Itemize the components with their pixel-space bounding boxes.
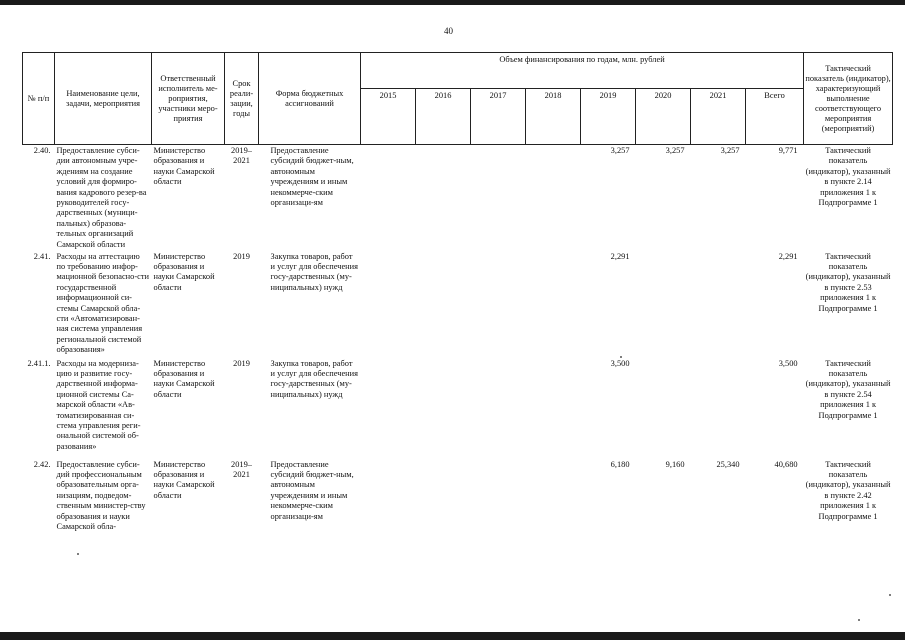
row-value-2021: 3,257	[720, 146, 740, 155]
row-term: 2019	[233, 251, 250, 261]
row-name: Расходы на аттестацию по требованию инфор-мационной безопасно-сти государственной информационной си-стемы Самарской обла-сти «Автоматизирован-ная система управления региональной системой образования»	[56, 251, 149, 355]
row-value-2018	[526, 460, 581, 538]
row-executor: Министерство образования и науки Самарской области	[153, 146, 215, 187]
row-value-2020	[636, 252, 691, 359]
scan-speck	[858, 619, 860, 621]
table-row	[23, 359, 893, 460]
scan-speck	[77, 553, 79, 555]
row-value-2020: 3,257	[665, 146, 685, 155]
row-name: Предоставление субси-дии автономным учре-ждениям на создание условий для формиро-вания кадрового резер-ва руководителей госу-дарственных (муници-пальных) образова-тельных организаций Самарской области	[56, 146, 147, 249]
row-num: 2.41.1.	[27, 358, 51, 368]
row-value-2016	[416, 460, 471, 538]
row-value-2017	[471, 145, 526, 252]
scan-speck	[889, 594, 891, 596]
row-value-2019: 2,291	[610, 251, 630, 261]
header-year-2018: 2018	[526, 89, 581, 145]
header-name: Наименование цели, задачи, мероприятия	[55, 53, 152, 145]
row-value-total: 40,680	[774, 459, 798, 469]
row-executor: Министерство образования и науки Самарской области	[153, 358, 215, 399]
row-value-2021	[691, 252, 746, 359]
row-value-2021	[691, 359, 746, 460]
header-year-2016: 2016	[416, 89, 471, 145]
table-row	[23, 145, 893, 252]
row-term: 2019–2021	[231, 146, 252, 166]
row-form: Закупка товаров, работ и услуг для обеспечения госу-дарственных (му-ниципальных) нужд	[270, 251, 358, 292]
row-value-2017	[471, 359, 526, 460]
scan-top-border	[0, 0, 905, 5]
row-value-2018	[526, 252, 581, 359]
row-value-total: 3,500	[778, 358, 798, 368]
header-form: Форма бюджетных ассигнований	[259, 53, 361, 145]
row-num: 2.42.	[33, 459, 51, 469]
row-term: 2019	[233, 358, 250, 368]
header-executor: Ответственный исполнитель ме-роприятия, участники меро-приятия	[152, 53, 225, 145]
header-year-2021: 2021	[691, 89, 746, 145]
row-form: Предоставление субсидий бюджет-ным, автономным учреждениям и иным некоммерче-ским организаци-ям	[270, 146, 354, 208]
header-term: Срок реали-зации, годы	[225, 53, 259, 145]
row-value-2015	[361, 460, 416, 538]
header-financing: Объем финансирования по годам, млн. рублей	[361, 53, 804, 89]
row-value-2015	[361, 359, 416, 460]
row-value-2018	[526, 145, 581, 252]
row-executor: Министерство образования и науки Самарской области	[153, 459, 215, 500]
header-year-2015: 2015	[361, 89, 416, 145]
row-form: Предоставление субсидий бюджет-ным, автономным учреждениям и иным некоммерче-ским организаци-ям	[270, 459, 354, 521]
header-total: Всего	[746, 89, 804, 145]
financing-table	[22, 52, 893, 538]
row-value-2020: 9,160	[665, 459, 685, 469]
row-value-2020	[636, 359, 691, 460]
page-number: 40	[444, 26, 453, 36]
row-indicator: Тактический показатель (индикатор), указанный в пункте 2.14 приложения 1 к Подпрограмме 1	[805, 146, 891, 208]
row-term: 2019–2021	[231, 459, 252, 479]
row-num: 2.41.	[33, 251, 51, 261]
row-value-2018	[526, 359, 581, 460]
header-year-2017: 2017	[471, 89, 526, 145]
header-year-2019: 2019	[581, 89, 636, 145]
row-value-2019: 6,180	[610, 459, 630, 469]
row-value-2015	[361, 145, 416, 252]
row-indicator: Тактический показатель (индикатор), указанный в пункте 2.42 приложения 1 к Подпрограмме 1	[805, 459, 891, 521]
row-num: 2.40.	[33, 146, 51, 155]
row-value-2017	[471, 460, 526, 538]
header-indicator: Тактический показатель (индикатор), характеризующий выполнение соответствующего мероприятия (мероприятий)	[804, 53, 893, 145]
scan-speck	[620, 356, 622, 358]
table-row	[23, 460, 893, 538]
row-value-2016	[416, 359, 471, 460]
row-value-total: 2,291	[778, 251, 798, 261]
row-value-2015	[361, 252, 416, 359]
row-executor: Министерство образования и науки Самарской области	[153, 251, 215, 292]
row-name: Расходы на модерниза-цию и развитие госу-дарственной информа-ционной системы Са-марской области «Ав-томатизированная си-стема управления реги-ональной системой об-разования»	[56, 358, 141, 451]
row-name: Предоставление субси-дий профессиональным образовательным орга-низациям, подведом-ственным министер-ству образования и науки Самарской обла-	[56, 459, 146, 531]
row-indicator: Тактический показатель (индикатор), указанный в пункте 2.53 приложения 1 к Подпрограмме 1	[805, 251, 891, 313]
row-indicator: Тактический показатель (индикатор), указанный в пункте 2.54 приложения 1 к Подпрограмме 1	[805, 358, 891, 420]
row-form: Закупка товаров, работ и услуг для обеспечения госу-дарственных (му-ниципальных) нужд	[270, 358, 358, 399]
row-value-2016	[416, 252, 471, 359]
row-value-2017	[471, 252, 526, 359]
table-row	[23, 252, 893, 359]
row-value-2019: 3,257	[610, 146, 630, 155]
header-num: № п/п	[23, 53, 55, 145]
header-year-2020: 2020	[636, 89, 691, 145]
row-value-total: 9,771	[778, 146, 798, 155]
row-value-2021: 25,340	[716, 459, 740, 469]
row-value-2019: 3,500	[610, 358, 630, 368]
row-value-2016	[416, 145, 471, 252]
scan-bottom-border	[0, 632, 905, 640]
